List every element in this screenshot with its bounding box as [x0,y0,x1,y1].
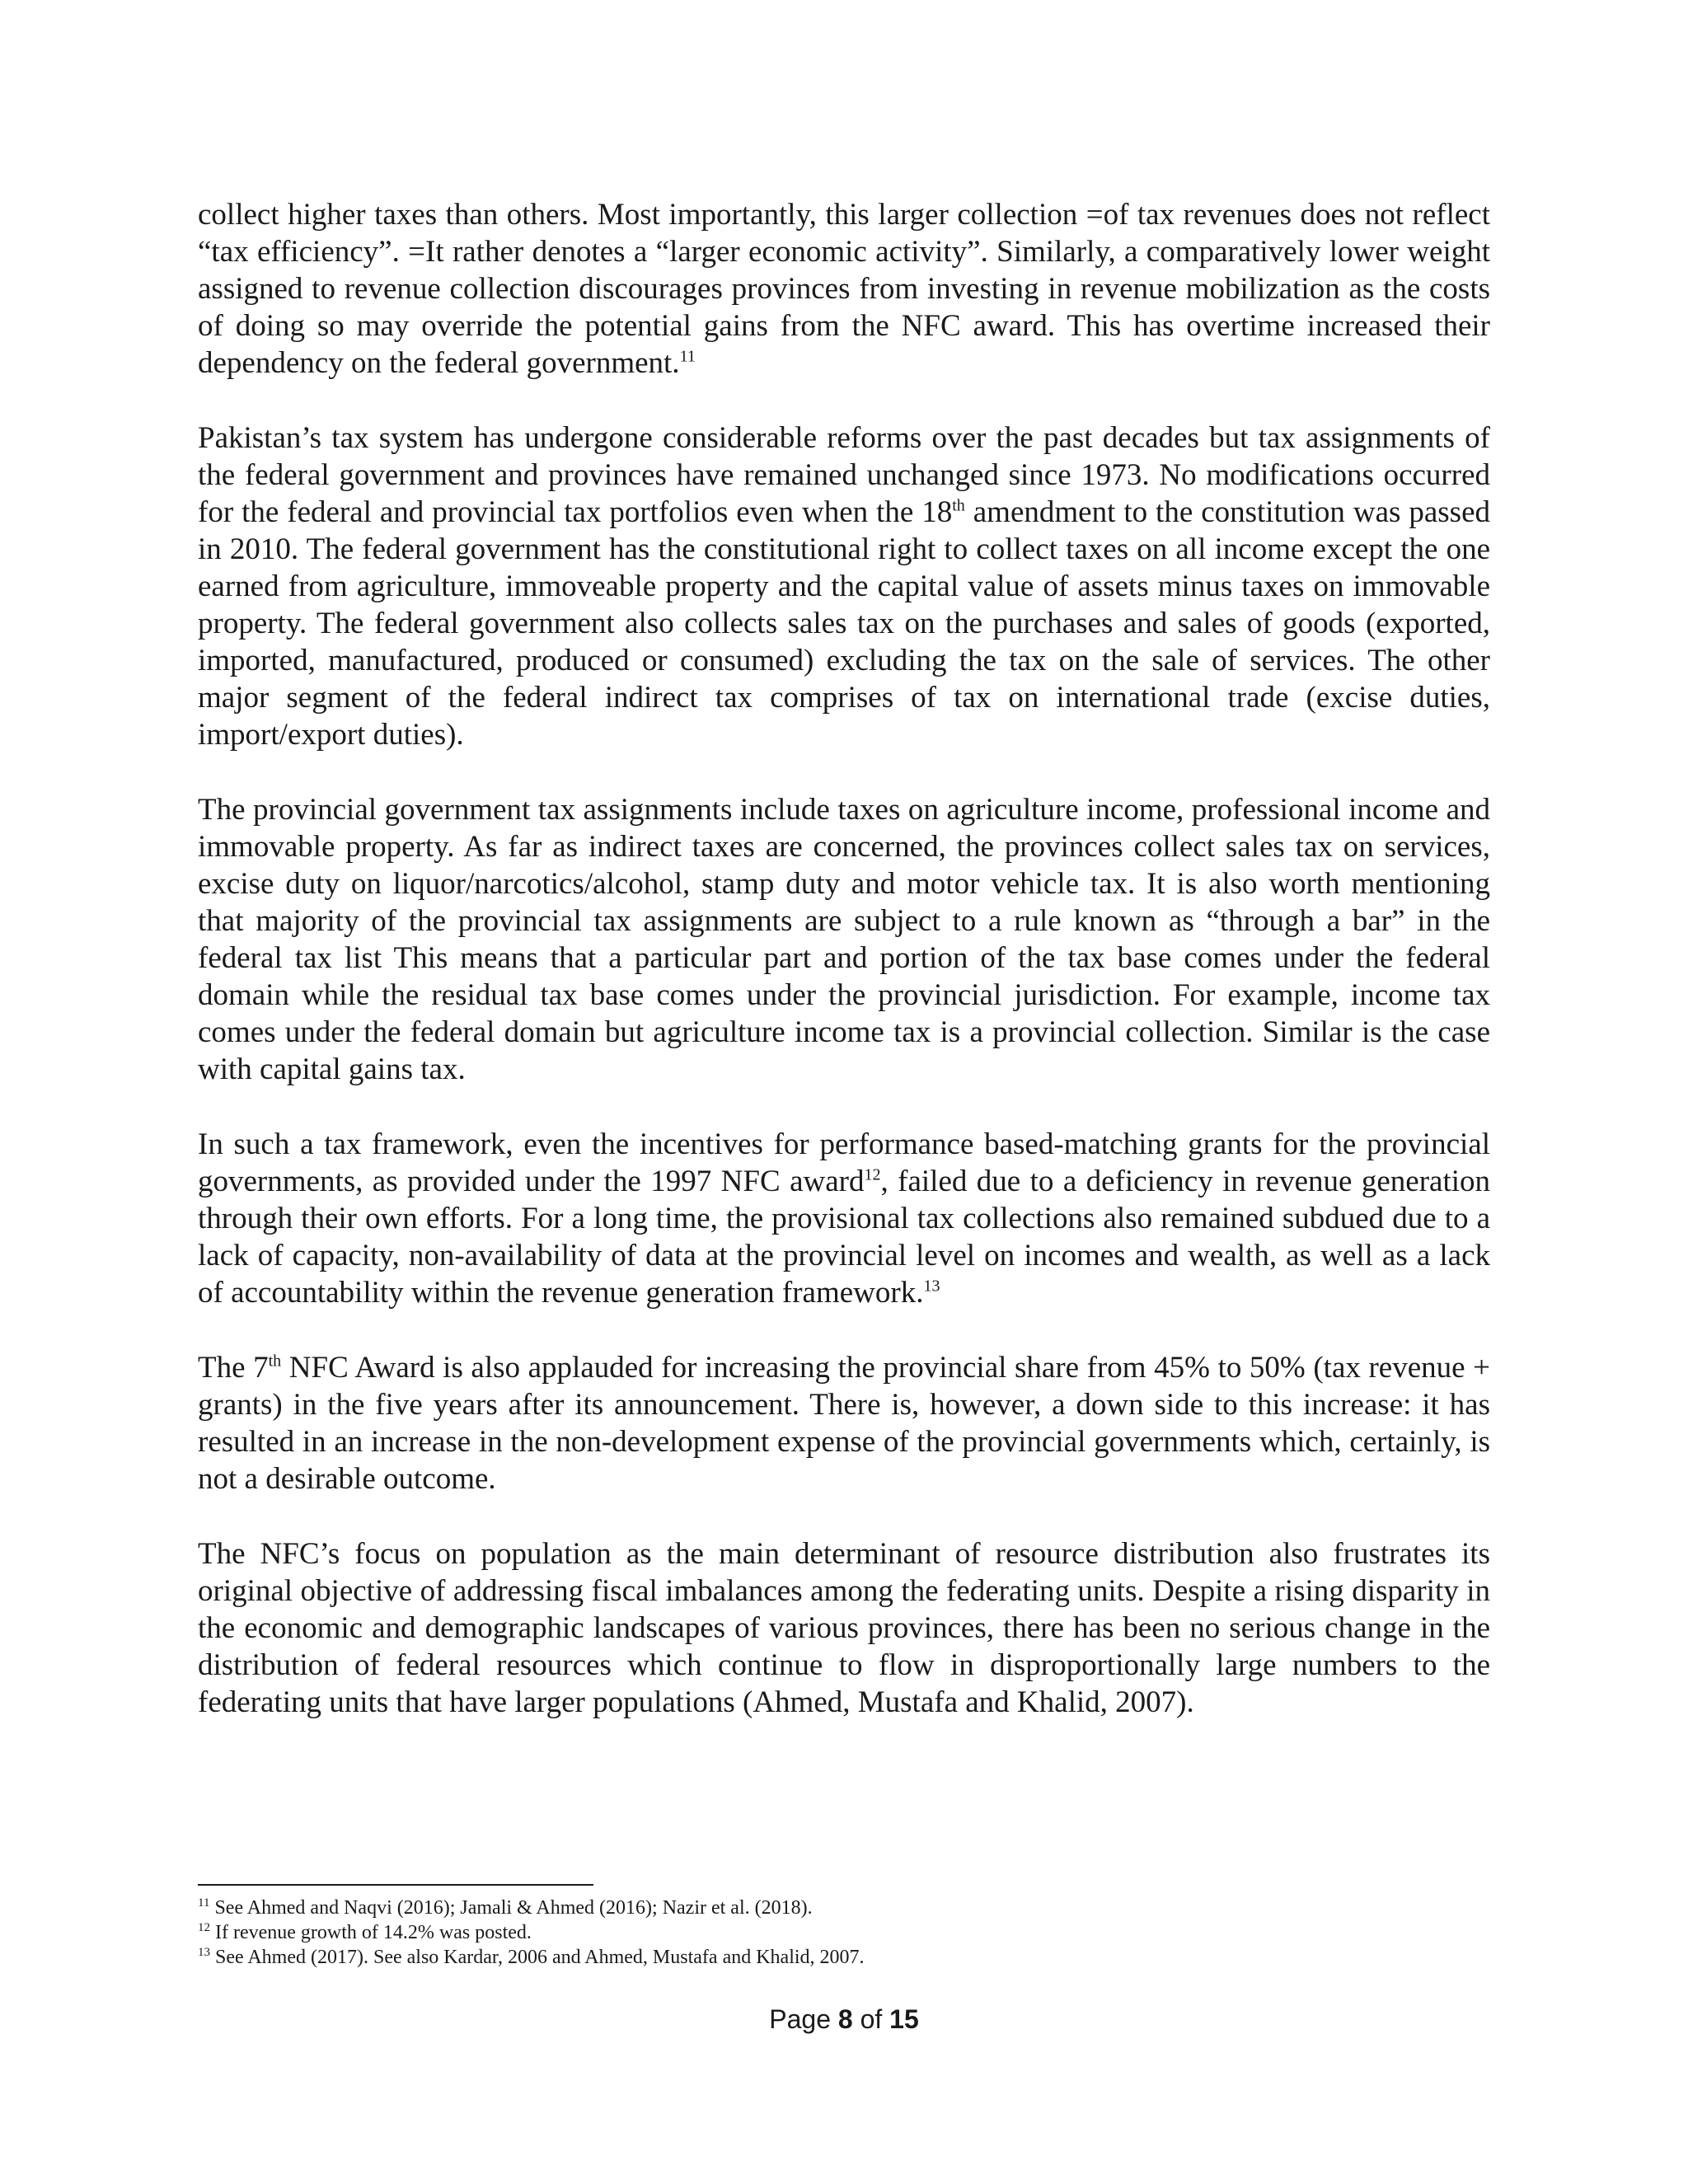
paragraph-5: The 7th NFC Award is also applauded for increasing the provincial share from 45% to 50% (tax revenue + grants) in the five years after its announcement. There is, however, a down side to this increase: it has resulted in an increase in the non-development expense of the provincial governments which, certainly, is not a desirable outcome. [198,1351,1490,1496]
paragraph-2: Pakistan’s tax system has undergone considerable reforms over the past decades but tax assignments of the federal government and provinces have remained unchanged since 1973. No modifications occurred for the federal and provincial tax portfolios even when the 18th amendment to the constitution was passed in 2010. The federal government has the constitutional right to collect taxes on all income except the one earned from agriculture, immoveable property and the capital value of assets minus taxes on immovable property. The federal government also collects sales tax on the purchases and sales of goods (exported, imported, manufactured, produced or consumed) excluding the tax on the sale of services. The other major segment of the federal indirect tax comprises of tax on international trade (excise duties, import/export duties). [198,421,1491,752]
footnote-ref-11[interactable]: 11 [679,347,696,366]
footnote-ref-13[interactable]: 13 [923,1277,940,1296]
paragraph-6: The NFC’s focus on population as the main determinant of resource distribution also frustrates its original objective of addressing fiscal imbalances among the federating units. Despite a rising disparity in the economic and demographic landscapes of various provinces, there has been no serious change in the distribution of federal resources which continue to flow in disproportionally large numbers to the federating units that have larger populations (Ahmed, Mustafa and Khalid, 2007). [198,1537,1490,1719]
footnote-separator [198,1884,593,1886]
paragraph-4: In such a tax framework, even the incentives for performance based-matching grants for the provincial governments, as provided under the 1997 NFC award$^{12}$, failed due to a deficiency in revenue generation through their own efforts. For a long time, the provisional tax collections also remained subdued due to a lack of capacity, non-availability of data at the provincial level on incomes and wealth, as well as a lack of accountability within the revenue generation framework.$^{13}$ [198,1127,1491,1310]
ordinal-suffix: th [952,496,965,515]
body-text [198,196,1490,1721]
footnote-12: $^{12}$ If revenue growth of 14.2% was posted. [198,1921,532,1943]
footnote-11: $^{11}$ See Ahmed and Naqvi (2016); Jamali & Ahmed (2016); Nazir et al. (2018). [198,1896,813,1919]
page-number: Page 8 of 15 [769,2004,919,2034]
ordinal-suffix: th [268,1352,282,1371]
paragraph-1: collect higher taxes than others. Most importantly, this larger collection =of tax revenues does not reflect “tax efficiency”. =It rather denotes a “larger economic activity”. Similarly, a comparatively lower weight assigned to revenue collection discourages provinces from investing in revenue mobilization as the costs of doing so may override the potential gains from the NFC award. This has overtime increased their dependency on the federal government.$^{11}$ [198,198,1490,380]
footnotes [198,1896,1490,1970]
footnote-13: $^{13}$ See Ahmed (2017). See also Kardar, 2006 and Ahmed, Mustafa and Khalid, 2007. [198,1946,865,1968]
paragraph-3: The provincial government tax assignments include taxes on agriculture income, professional income and immovable property. As far as indirect taxes are concerned, the provinces collect sales tax on services, excise duty on liquor/narcotics/alcohol, stamp duty and motor vehicle tax. It is also worth mentioning that majority of the provincial tax assignments are subject to a rule known as “through a bar” in the federal tax list This means that a particular part and portion of the tax base comes under the federal domain while the residual tax base comes under the provincial jurisdiction. For example, income tax comes under the federal domain but agriculture income tax is a provincial collection. Similar is the case with capital gains tax. [198,793,1490,1086]
footnote-ref-12[interactable]: 12 [864,1165,881,1184]
